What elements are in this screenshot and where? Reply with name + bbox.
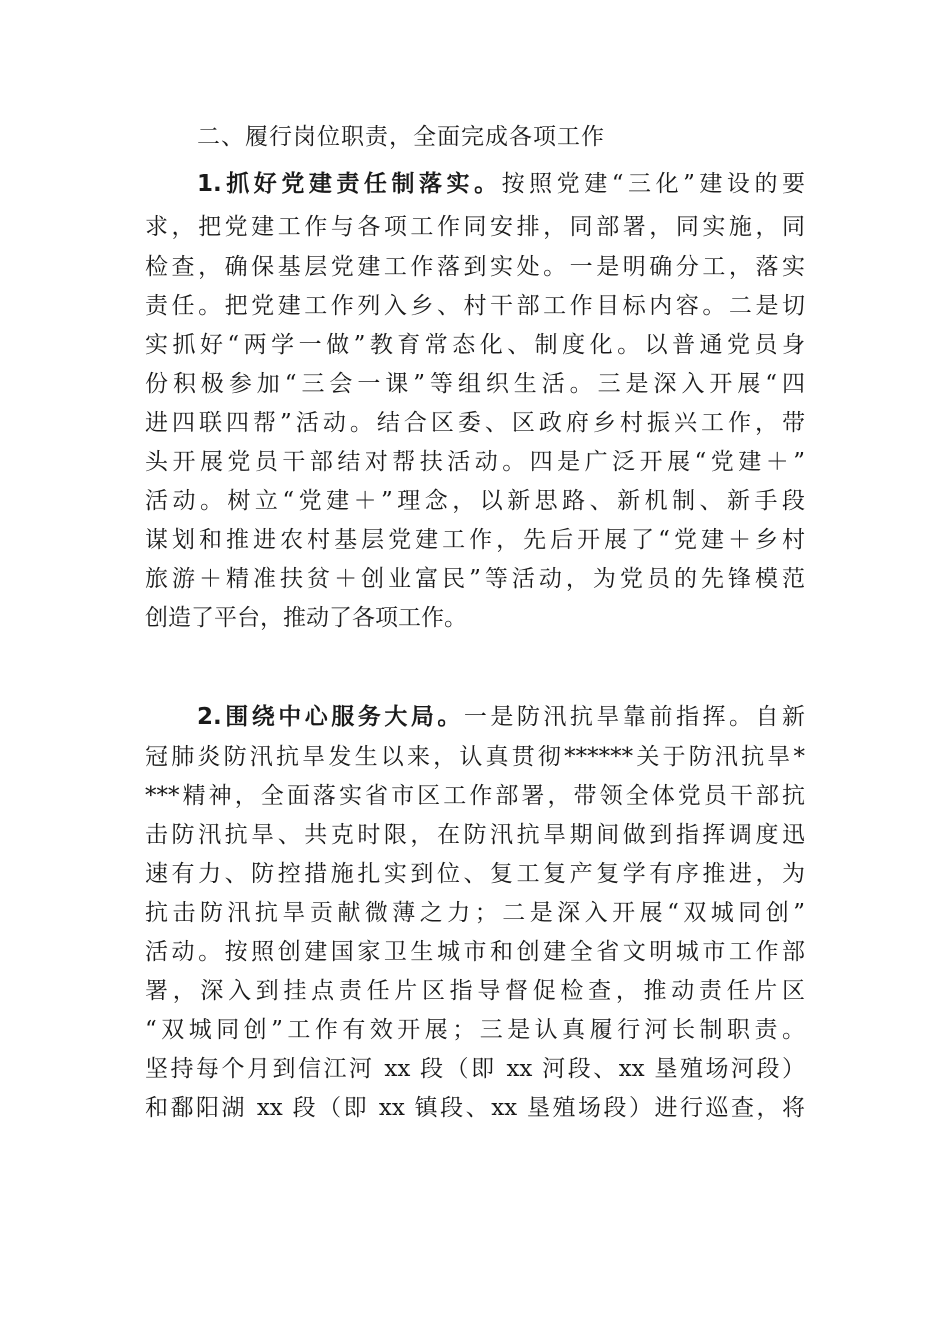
paragraph-1-line: 头开展党员干部结对帮扶活动。四是广泛开展“党建＋” — [145, 449, 805, 475]
paragraph-1-line: 求，把党建工作与各项工作同安排，同部署，同实施，同 — [145, 214, 805, 240]
paragraph-2-line: 击防汛抗旱、共克时限，在防汛抗旱期间做到指挥调度迅 — [145, 822, 805, 848]
paragraph-1-line: 责任。把党建工作列入乡、村干部工作目标内容。二是切 — [145, 293, 805, 319]
paragraph-1-line: 进四联四帮”活动。结合区委、区政府乡村振兴工作，带 — [145, 410, 805, 436]
paragraph-2-line: ***精神，全面落实省市区工作部署，带领全体党员干部抗 — [145, 783, 805, 809]
paragraph-2-line: 和鄱阳湖 xx 段（即 xx 镇段、xx 垦殖场段）进行巡查，将 — [145, 1095, 805, 1121]
paragraph-2-line: 速有力、防控措施扎实到位、复工复产复学有序推进，为 — [145, 861, 805, 887]
paragraph-1-line: 活动。树立“党建＋”理念，以新思路、新机制、新手段 — [145, 488, 805, 514]
paragraph-1-line: 检查，确保基层党建工作落到实处。一是明确分工，落实 — [145, 254, 805, 280]
paragraph-1-line: 旅游＋精准扶贫＋创业富民”等活动，为党员的先锋模范 — [145, 566, 805, 592]
paragraph-2-line: 冠肺炎防汛抗旱发生以来，认真贯彻******关于防汛抗旱* — [145, 744, 805, 770]
paragraph-1-line: 创造了平台，推动了各项工作。 — [145, 605, 467, 631]
paragraph-1-lead: 1.抓好党建责任制落实。 — [197, 171, 502, 197]
paragraph-2-line-1: 2.围绕中心服务大局。一是防汛抗旱靠前指挥。自新 — [197, 704, 805, 730]
paragraph-1-line-1: 1.抓好党建责任制落实。按照党建“三化”建设的要 — [197, 171, 805, 197]
paragraph-1-line: 份积极参加“三会一课”等组织生活。三是深入开展“四 — [145, 371, 805, 397]
paragraph-2-line: 活动。按照创建国家卫生城市和创建全省文明城市工作部 — [145, 939, 805, 965]
paragraph-2-lead: 2.围绕中心服务大局。 — [197, 704, 464, 730]
paragraph-2-line: 抗击防汛抗旱贡献微薄之力；二是深入开展“双城同创” — [145, 900, 805, 926]
paragraph-2-line: 坚持每个月到信江河 xx 段（即 xx 河段、xx 垦殖场河段） — [145, 1056, 805, 1082]
paragraph-1-line: 实抓好“两学一做”教育常态化、制度化。以普通党员身 — [145, 332, 805, 358]
paragraph-2-line: “双城同创”工作有效开展；三是认真履行河长制职责。 — [145, 1017, 805, 1043]
paragraph-2-line: 署，深入到挂点责任片区指导督促检查，推动责任片区 — [145, 978, 805, 1004]
paragraph-1-line: 谋划和推进农村基层党建工作，先后开展了“党建＋乡村 — [145, 527, 805, 553]
section-heading: 二、履行岗位职责，全面完成各项工作 — [197, 124, 605, 150]
